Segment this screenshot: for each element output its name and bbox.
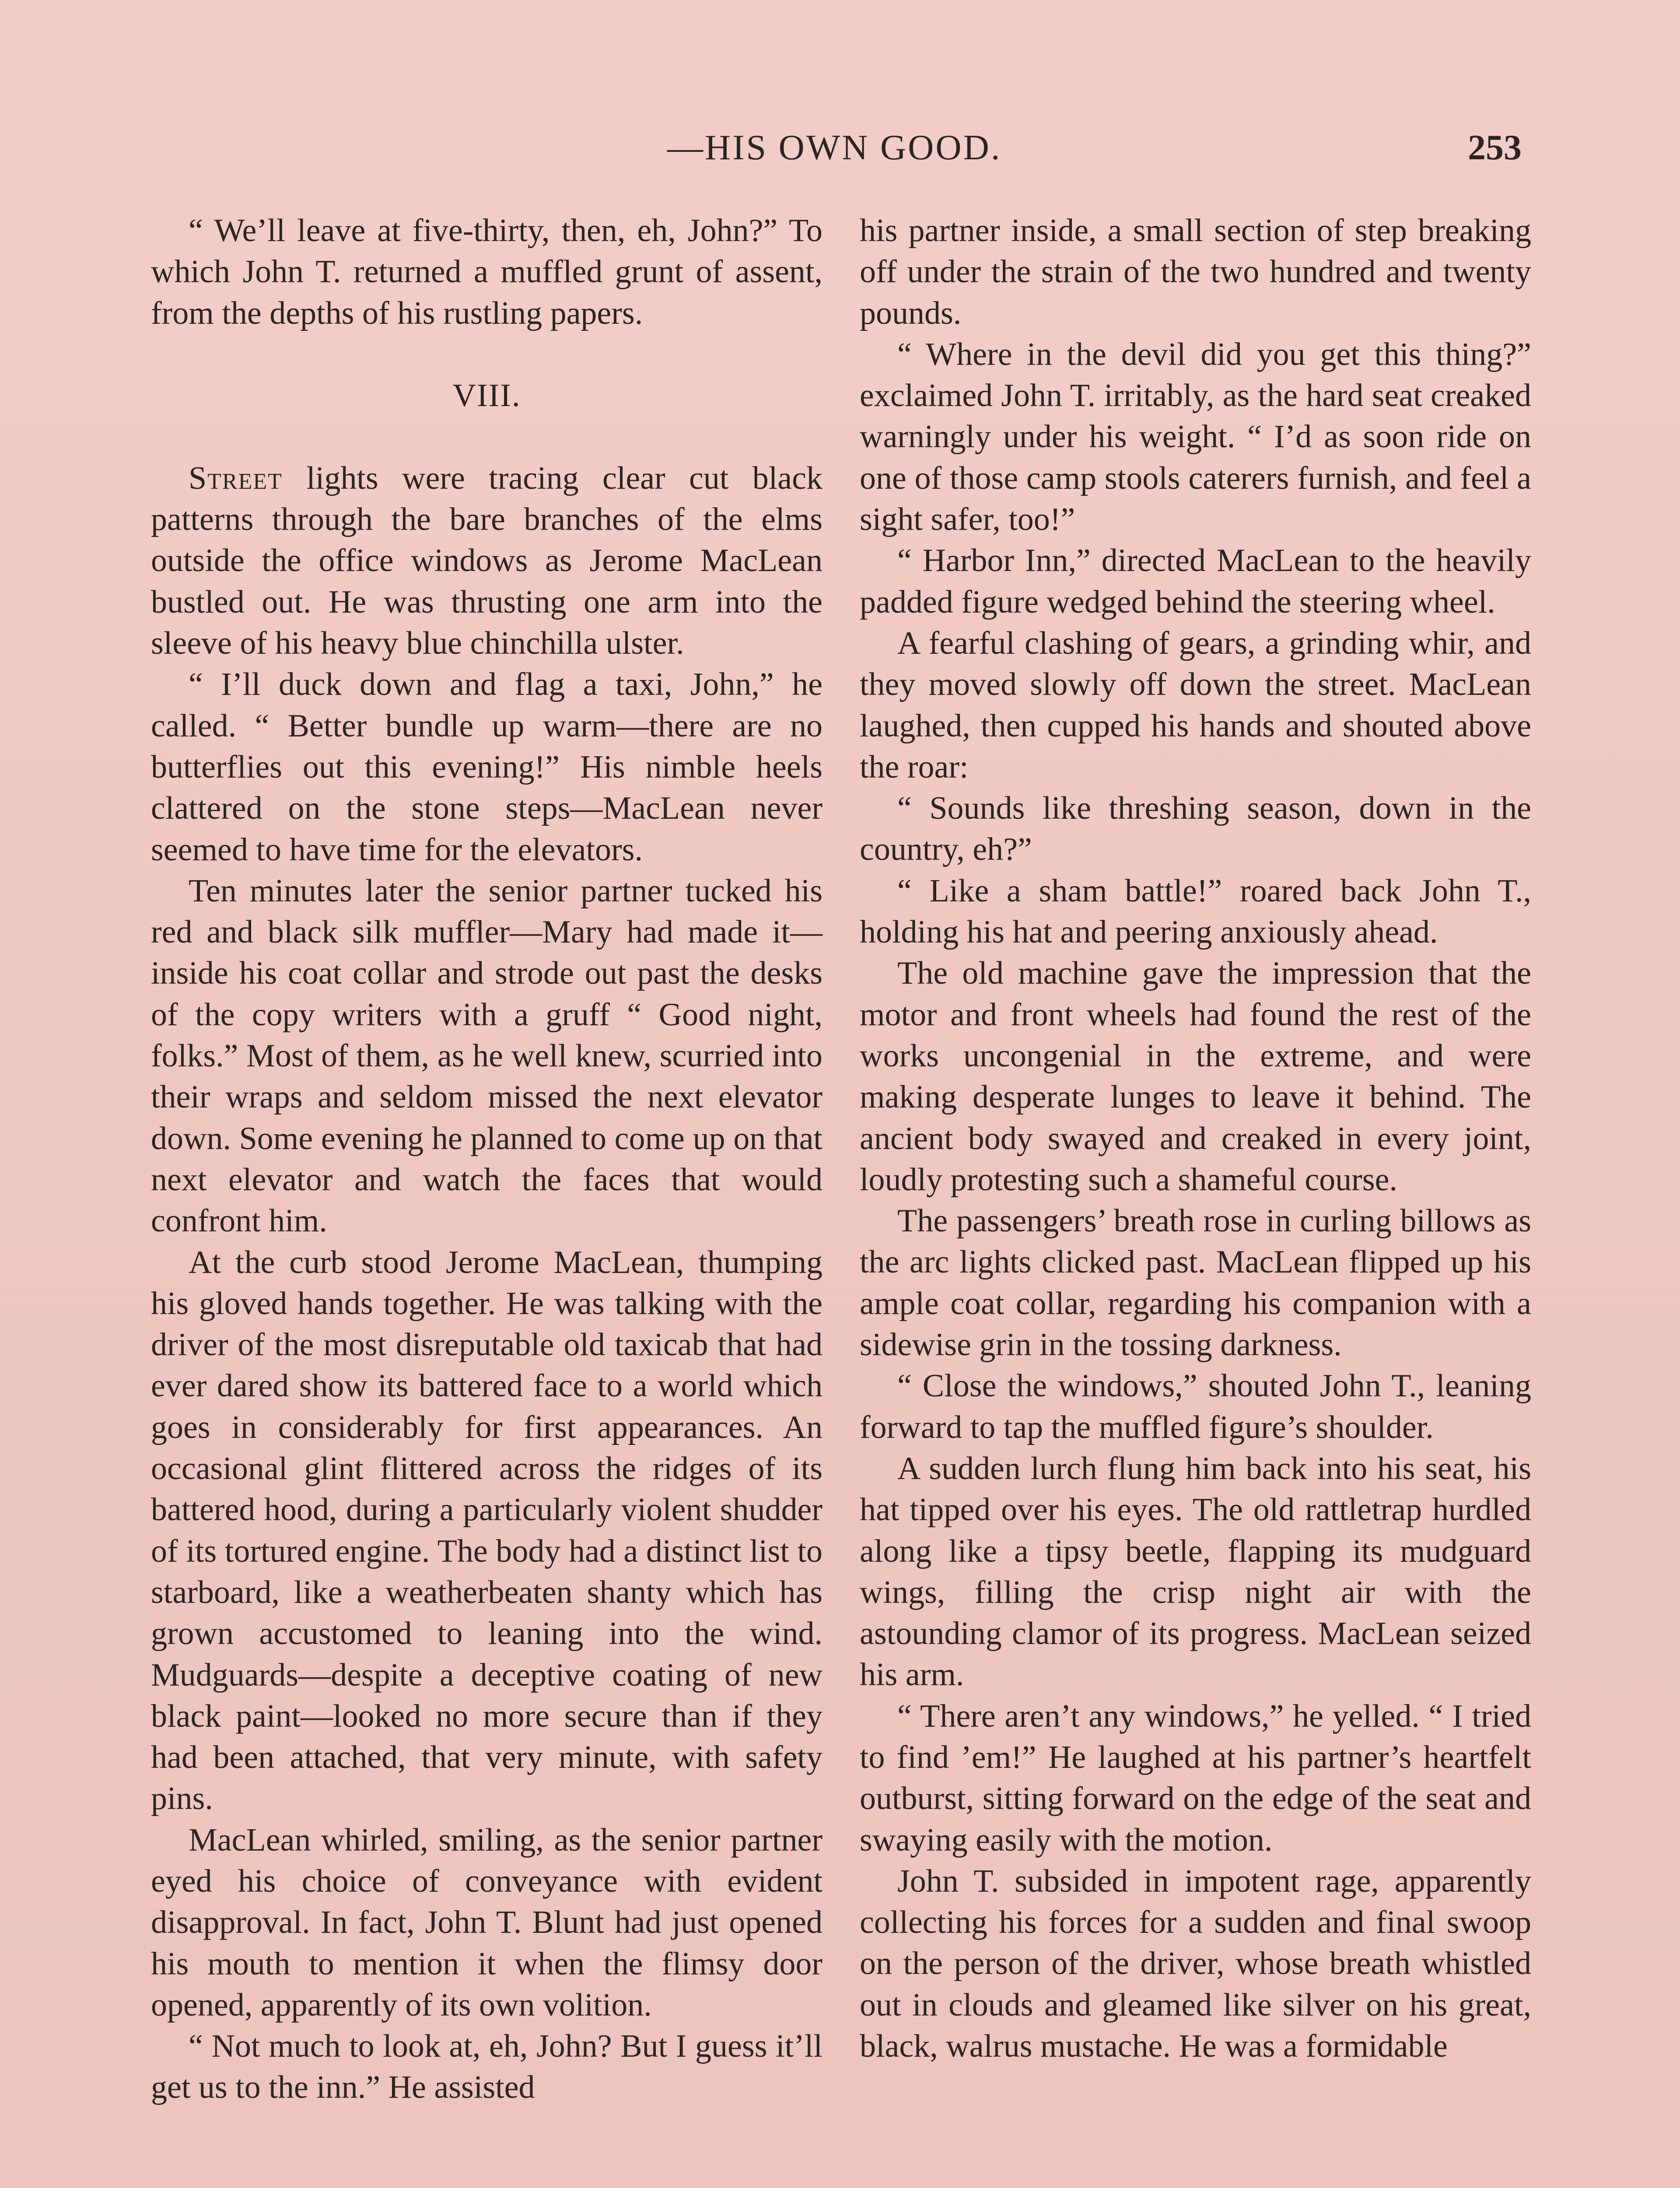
paragraph: “ There aren’t any windows,” he yelled. “ I tried to find ’em!” He laughed at his partner’s heartfelt outburst, sitting forward on the edge of the seat and swaying easily with the motion. bbox=[860, 1698, 1531, 1858]
paragraph: his partner inside, a small section of step breaking off under the strain of the two hundred and twenty pounds. bbox=[860, 213, 1531, 331]
paragraph: The passengers’ breath rose in curling billows as the arc lights clicked past. MacLean flipped up his ample coat collar, regarding his companion with a sidewise grin in the tossing darkness. bbox=[860, 1203, 1531, 1363]
paragraph: “ Not much to look at, eh, John? But I guess it’ll get us to the inn.” He assisted bbox=[151, 2028, 822, 2106]
paragraph: “ We’ll leave at five-thirty, then, eh, John?” To which John T. returned a muffled grunt of assent, from the depths of his rustling papers. bbox=[151, 213, 822, 331]
page-number: 253 bbox=[1468, 127, 1522, 167]
paragraph: “ Like a sham battle!” roared back John T., holding his hat and peering anxiously ahead. bbox=[860, 873, 1531, 950]
paragraph-text: lights were tracing clear cut black patterns through the bare branches of the elms outside the office windows as Jerome MacLean bustled out. He was thrusting one arm into the sleeve of his heavy blue chinchilla ulster. bbox=[151, 460, 822, 662]
paragraph: The old machine gave the impression that the motor and front wheels had found the rest of the works uncongenial in the extreme, and were making desperate lunges to leave it behind. The ancient body swayed and creaked in every joint, loudly protesting such a shameful course. bbox=[860, 955, 1531, 1198]
paragraph: MacLean whirled, smiling, as the senior partner eyed his choice of conveyance with evident disapproval. In fact, John T. Blunt had just opened his mouth to mention it when the flimsy door opened, apparently of its own volition. bbox=[151, 1822, 822, 2023]
paragraph: A fearful clashing of gears, a grinding whir, and they moved slowly off down the street. MacLean laughed, then cupped his hands and shouted above the roar: bbox=[860, 625, 1531, 785]
left-column bbox=[151, 210, 822, 2108]
small-caps-lead-word: Street bbox=[189, 460, 283, 496]
paragraph: A sudden lurch flung him back into his seat, his hat tipped over his eyes. The old rattletrap hurdled along like a tipsy beetle, flapping its mudguard wings, filling the crisp night air with the astounding clamor of its progress. MacLean seized his arm. bbox=[860, 1450, 1531, 1693]
paragraph: Ten minutes later the senior partner tucked his red and black silk muffler—Mary had made it—inside his coat collar and strode out past the desks of the copy writers with a gruff “ Good night, folks.” Most of them, as he well knew, scurried into their wraps and seldom missed the next elevator down. Some evening he planned to come up on that next elevator and watch the faces that would confront him. bbox=[151, 873, 822, 1239]
paragraph: “ I’ll duck down and flag a taxi, John,” he called. “ Better bundle up warm—there are no butterflies out this evening!” His nimble heels clattered on the stone steps—MacLean never seemed to have time for the elevators. bbox=[151, 666, 822, 868]
paragraph: At the curb stood Jerome MacLean, thumping his gloved hands together. He was talking with the driver of the most disreputable old taxicab that had ever dared show its battered face to a world which goes in considerably for first appearances. An occasional glint flittered across the ridges of its battered hood, during a particularly violent shudder of its tortured engine. The body had a distinct list to starboard, like a weatherbeaten shanty which has grown accustomed to leaning into the wind. Mudguards—despite a deceptive coating of new black paint—looked no more secure than if they had been attached, that very minute, with safety pins. bbox=[151, 1244, 822, 1817]
paragraph: “ Where in the devil did you get this thing?” exclaimed John T. irritably, as the hard seat creaked warningly under his weight. “ I’d as soon ride on one of those camp stools caterers furnish, and feel a sight safer, too!” bbox=[860, 336, 1531, 538]
paragraph bbox=[151, 458, 822, 664]
running-head: —HIS OWN GOOD. bbox=[667, 127, 1002, 167]
section-heading: VIII. bbox=[452, 377, 521, 414]
paragraph: “ Harbor Inn,” directed MacLean to the heavily padded figure wedged behind the steering wheel. bbox=[860, 543, 1531, 620]
paragraph: “ Close the windows,” shouted John T., leaning forward to tap the muffled figure’s shoulder. bbox=[860, 1368, 1531, 1445]
paragraph: “ Sounds like threshing season, down in the country, eh?” bbox=[860, 790, 1531, 868]
right-column bbox=[860, 210, 1531, 2067]
paragraph: John T. subsided in impotent rage, apparently collecting his forces for a sudden and final swoop on the person of the driver, whose breath whistled out in clouds and gleamed like silver on his great, black, walrus mustache. He was a formidable bbox=[860, 1863, 1531, 2065]
